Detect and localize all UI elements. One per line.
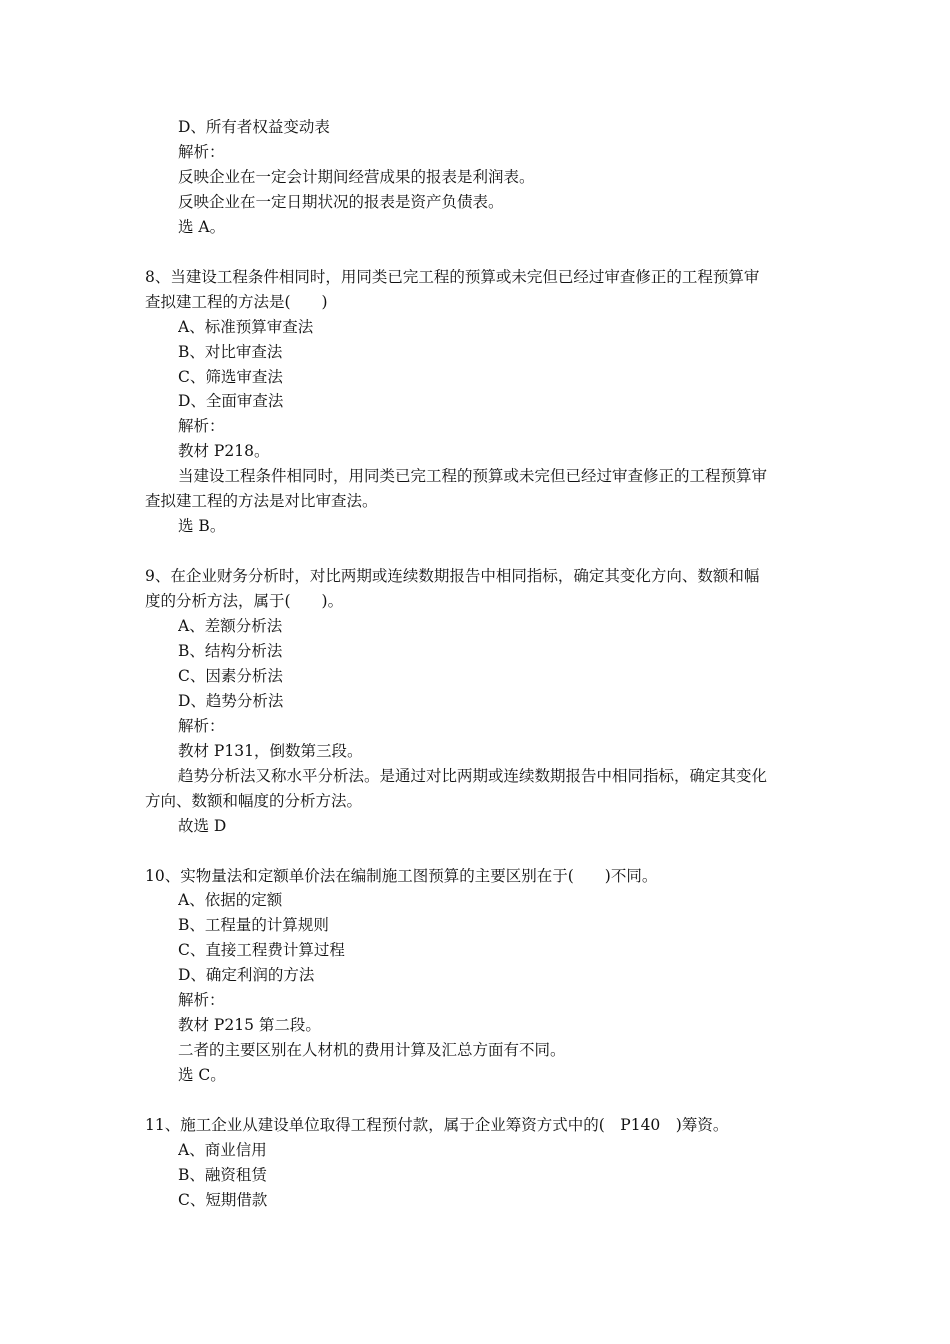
- blank-line: [145, 839, 810, 864]
- text-line: D、趋势分析法: [178, 691, 284, 710]
- text-line: 9、在企业财务分析时，对比两期或连续数期报告中相同指标，确定其变化方向、数额和幅: [145, 567, 760, 586]
- text-line: C、因素分析法: [178, 666, 283, 685]
- text-line: 解析：: [178, 991, 225, 1010]
- text-line: 度的分析方法，属于( )。: [145, 592, 344, 611]
- text-line: A、依据的定额: [178, 891, 283, 910]
- text-line: A、商业信用: [178, 1140, 267, 1159]
- text-line: 反映企业在一定日期状况的报表是资产负债表。: [178, 192, 504, 211]
- text-line: 反映企业在一定会计期间经营成果的报表是利润表。: [178, 167, 535, 186]
- text-line: A、差额分析法: [178, 617, 283, 635]
- text-line: 教材 P218。: [178, 442, 270, 461]
- text-line: 当建设工程条件相同时，用同类已完工程的预算或未完但已经过审查修正的工程预算审: [178, 467, 768, 486]
- text-line: 故选 D: [178, 816, 227, 835]
- text-line: B、工程量的计算规则: [178, 916, 329, 935]
- text-line: 查拟建工程的方法是对比审查法。: [145, 492, 378, 511]
- text-line: 8、当建设工程条件相同时，用同类已完工程的预算或未完但已经过审查修正的工程预算审: [145, 267, 760, 286]
- blank-line: [145, 539, 810, 564]
- text-line: 教材 P215 第二段。: [178, 1016, 321, 1035]
- text-line: B、结构分析法: [178, 641, 283, 660]
- text-line: B、对比审查法: [178, 342, 283, 361]
- text-line: 解析：: [178, 716, 225, 735]
- text-line: 选 C。: [178, 1066, 226, 1085]
- text-line: D、所有者权益变动表: [178, 118, 330, 136]
- blank-line: [145, 1088, 810, 1113]
- text-line: 11、施工企业从建设单位取得工程预付款，属于企业筹资方式中的( P140 )筹资。: [145, 1116, 729, 1134]
- text-line: D、确定利润的方法: [178, 966, 315, 985]
- text-line: 解析：: [178, 417, 225, 436]
- text-line: 选 A。: [178, 217, 226, 236]
- text-line: 方向、数额和幅度的分析方法。: [145, 791, 363, 810]
- text-line: A、标准预算审查法: [178, 317, 314, 336]
- text-line: 查拟建工程的方法是( ): [145, 292, 328, 311]
- text-line: 选 B。: [178, 517, 226, 536]
- text-line: 二者的主要区别在人材机的费用计算及汇总方面有不同。: [178, 1041, 566, 1060]
- text-line: C、筛选审查法: [178, 367, 283, 386]
- text-line: 趋势分析法又称水平分析法。是通过对比两期或连续数期报告中相同指标，确定其变化: [178, 766, 768, 785]
- text-line: 教材 P131，倒数第三段。: [178, 741, 363, 760]
- blank-line: [145, 240, 810, 265]
- text-line: 解析：: [178, 142, 225, 161]
- text-line: B、融资租赁: [178, 1165, 267, 1184]
- text-line: C、短期借款: [178, 1190, 268, 1209]
- text-line: C、直接工程费计算过程: [178, 941, 345, 960]
- text-line: D、全面审查法: [178, 392, 284, 411]
- text-line: 10、实物量法和定额单价法在编制施工图预算的主要区别在于( )不同。: [145, 866, 658, 885]
